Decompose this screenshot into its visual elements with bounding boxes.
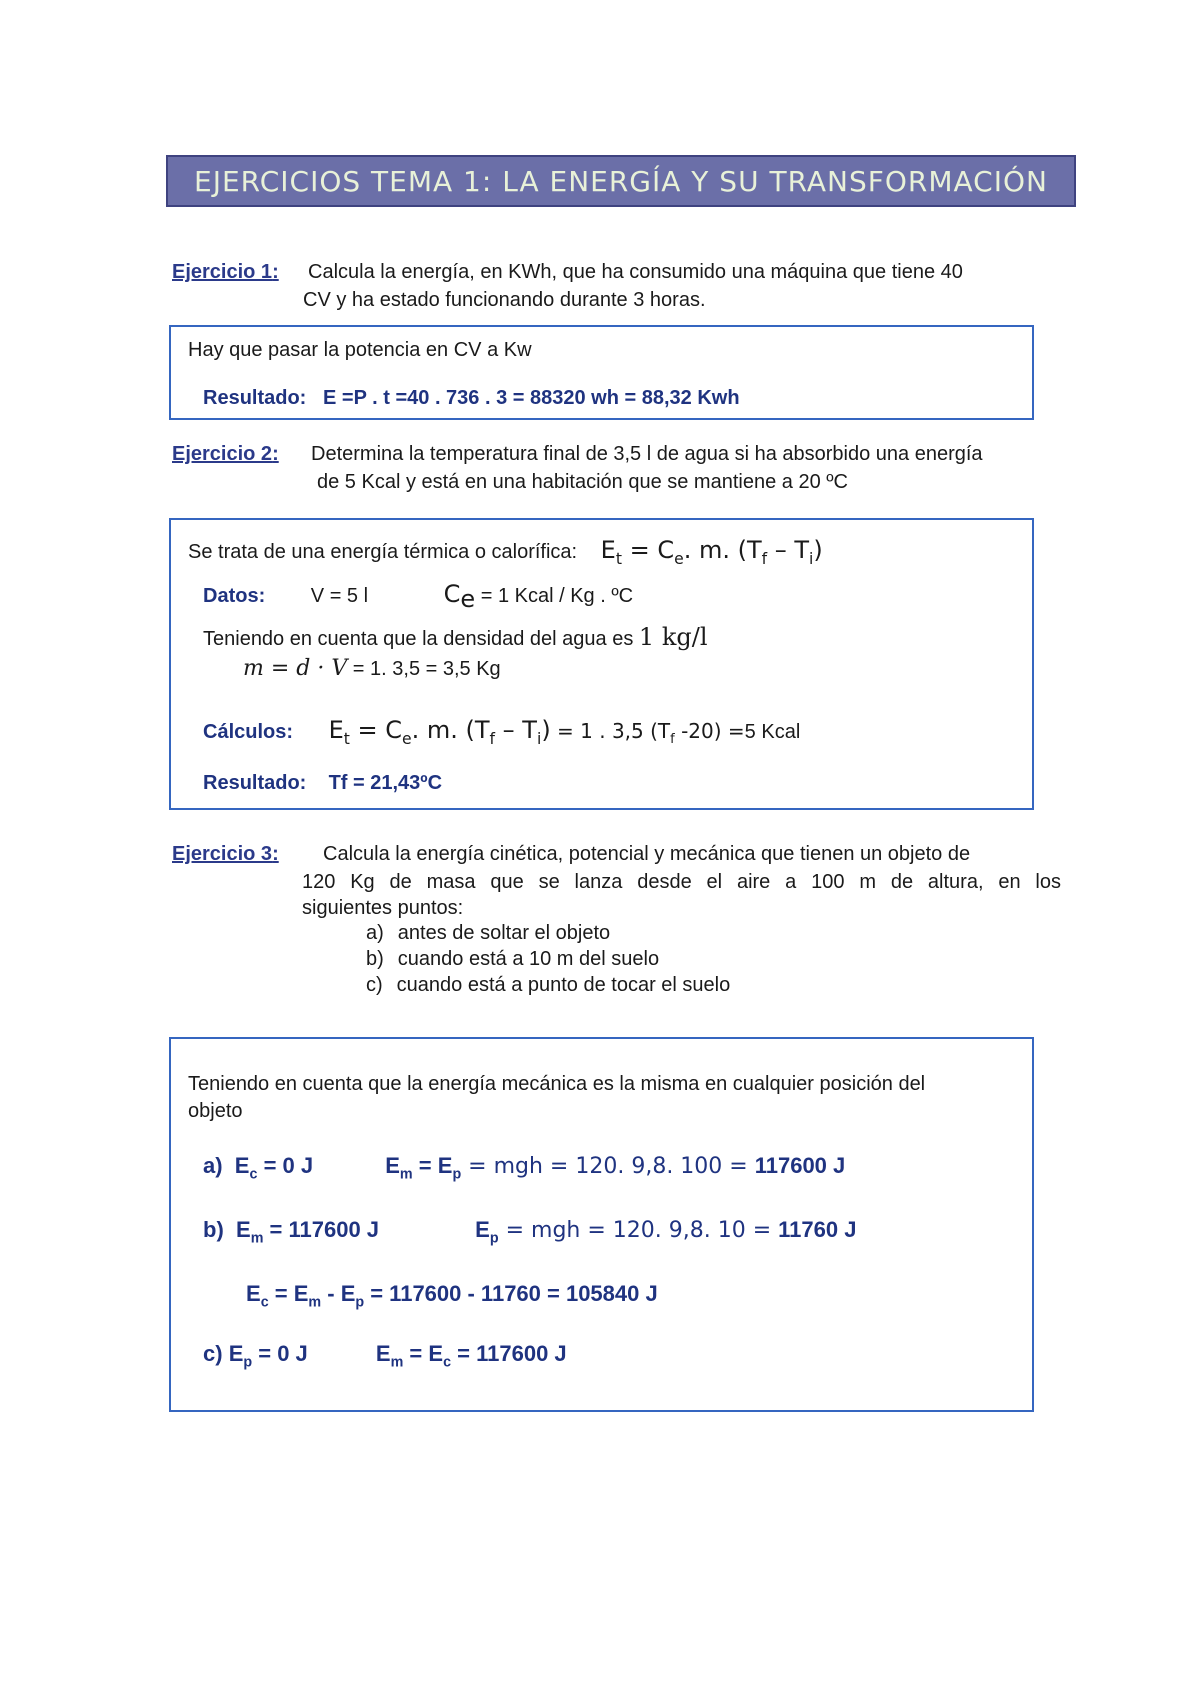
- exercise-1-note: Hay que pasar la potencia en CV a Kw: [188, 339, 532, 361]
- exercise-1-statement: Calcula la energía, en KWh, que ha consumido una máquina que tiene 40 CV y ha estado funcionando durante 3 horas.: [303, 261, 963, 311]
- exercise-2-data: Datos: V = 5 l $C_e = 1$ Kcal / Kg . ºC: [203, 580, 634, 613]
- list-item: b) cuando está a 10 m del suelo: [366, 948, 660, 970]
- exercise-3-statement: Calcula la energía cinética, potencial y mecánica que tienen un objeto de: [323, 843, 971, 865]
- heat-formula: $E_t = C_e$. m. $(T_f - T_i)$: [600, 536, 823, 568]
- exercise-3-heading: Ejercicio 3:: [172, 843, 279, 865]
- list-item: c) cuando está a punto de tocar el suelo: [366, 974, 731, 996]
- exercise-2-intro: Se trata de una energía térmica o calorífica: $E_t = C_e$. m. $(T_f - T_i)$: [188, 536, 823, 568]
- exercise-1-solution-box: [169, 325, 1034, 420]
- exercise-3-statement-3: siguientes puntos:: [302, 897, 464, 919]
- page-title: EJERCICIOS TEMA 1: LA ENERGÍA Y SU TRANSFORMACIÓN: [194, 164, 1048, 198]
- exercise-2-statement: Determina la temperatura final de 3,5 l de agua si ha absorbido una energía de 5 Kcal y está en una habitación que se mantiene a 20 ºC: [311, 443, 983, 493]
- exercise-3-intro: Teniendo en cuenta que la energía mecánica es la misma en cualquier posición del objeto: [188, 1073, 926, 1122]
- exercise-3-answer-b: b) $E_m = 117600$ J $E_p$ = mgh = 120. 9,8. 10 = 11760 J: [203, 1217, 857, 1247]
- list-item: a) antes de soltar el objeto: [366, 922, 611, 944]
- exercise-2-heading: Ejercicio 2:: [172, 443, 279, 465]
- exercise-2-calculations: Cálculos: $E_t = C_e$. m. $(T_f - T_i) = 1$ . 3,5 ($T_f$ -20) =5 Kcal: [203, 716, 801, 748]
- exercise-1-label: Ejercicio 1: [172, 261, 273, 283]
- exercise-3-label: Ejercicio 3: [172, 843, 273, 865]
- exercise-1-heading: Ejercicio 1:: [172, 261, 279, 283]
- exercise-2-density: Teniendo en cuenta que la densidad del agua es 1 kg/l: [203, 623, 708, 651]
- exercise-3-answer-b2: $E_c = E_m - E_p = 117600 - 11760 = 105840$ J: [246, 1281, 658, 1311]
- exercise-2-solution-box: [169, 518, 1034, 810]
- exercise-2-mass: m = d · V = 1. 3,5 = 3,5 Kg: [243, 656, 501, 681]
- exercise-3-solution-box: [169, 1037, 1034, 1412]
- page-title-bar: [166, 155, 1076, 207]
- exercise-3-answer-a: a) $E_c = 0$ J $E_m = E_p$ = mgh = 120. 9,8. 100 = 117600 J: [203, 1153, 846, 1183]
- exercise-2-result: Resultado: Tf = 21,43ºC: [203, 772, 443, 794]
- exercise-3-answer-c: c) $E_p = 0$ J $E_m = E_c = 117600$ J: [203, 1341, 567, 1371]
- exercise-2-label: Ejercicio 2: [172, 443, 273, 465]
- exercise-3-statement-2: 120 Kg de masa que se lanza desde el aire a 100 m de altura, en los: [302, 871, 1061, 893]
- exercise-1-result: Resultado: E =P . t =40 . 736 . 3 = 88320 wh = 88,32 Kwh: [203, 387, 740, 409]
